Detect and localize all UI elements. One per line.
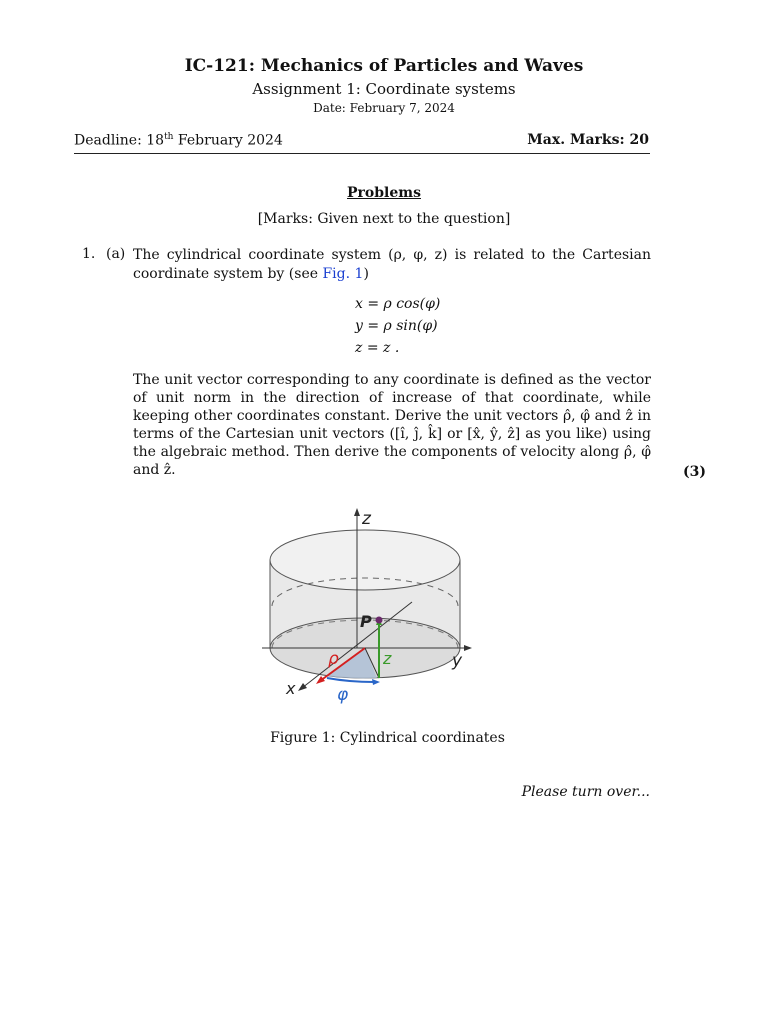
document-title: IC-121: Mechanics of Particles and Waves — [184, 56, 584, 76]
phi-arc-arrow — [372, 679, 380, 685]
question-intro-text: The cylindrical coordinate system (ρ, φ, z) is related to the Cartesian coordinate system by (see — [133, 247, 651, 282]
rho-label: ρ — [328, 649, 339, 669]
y-axis-label: y — [452, 651, 463, 671]
question-intro-end: ) — [363, 266, 369, 282]
p-label: P — [360, 612, 372, 631]
deadline — [74, 132, 283, 149]
phi-arc — [327, 678, 376, 682]
equation-z: z = z . — [355, 340, 400, 356]
equation-y: y = ρ sin(φ) — [355, 318, 438, 334]
deadline-suffix: February 2024 — [173, 132, 283, 149]
header-divider — [74, 153, 650, 154]
assignment-subtitle: Assignment 1: Coordinate systems — [252, 80, 516, 98]
equation-x: x = ρ cos(φ) — [355, 296, 441, 312]
x-axis-label: x — [286, 679, 296, 698]
z-axis-arrow — [354, 508, 360, 516]
figure-caption: Figure 1: Cylindrical coordinates — [270, 730, 505, 746]
section-title: Problems — [347, 185, 421, 201]
max-marks: Max. Marks: 20 — [527, 132, 649, 148]
turn-over-note: Please turn over... — [521, 784, 650, 800]
marks-note: [Marks: Given next to the question] — [257, 211, 511, 227]
phi-label: φ — [337, 685, 349, 705]
cylindrical-coordinates-figure — [252, 498, 482, 718]
question-number: 1. — [82, 246, 96, 262]
point-p — [376, 617, 383, 624]
cylinder-top — [270, 530, 460, 590]
y-axis-arrow — [464, 645, 472, 651]
assignment-date: Date: February 7, 2024 — [313, 101, 455, 115]
deadline-prefix: Deadline: 18 — [74, 132, 165, 149]
question-marks: (3) — [683, 464, 706, 480]
question-part: (a) — [106, 246, 126, 262]
question-paragraph: The unit vector corresponding to any coordinate is defined as the vector of unit norm in the direction of increase of that coordinate, while keeping other coordinates constant. Derive the unit vectors ρ̂, φ̂ and ẑ in terms of the Cartesian unit vectors ([î, ĵ, k̂] or [x̂, ŷ, ẑ] as you like) using the algebraic method. Then derive the components of velocity along ρ̂, φ̂ and ẑ. — [133, 372, 651, 478]
figure-link[interactable]: Fig. 1 — [322, 266, 364, 282]
z-vector-label: z — [383, 649, 392, 668]
deadline-superscript: th — [164, 132, 174, 142]
x-axis-arrow — [298, 683, 307, 691]
z-axis-label: z — [362, 509, 371, 529]
question-intro — [133, 246, 651, 284]
